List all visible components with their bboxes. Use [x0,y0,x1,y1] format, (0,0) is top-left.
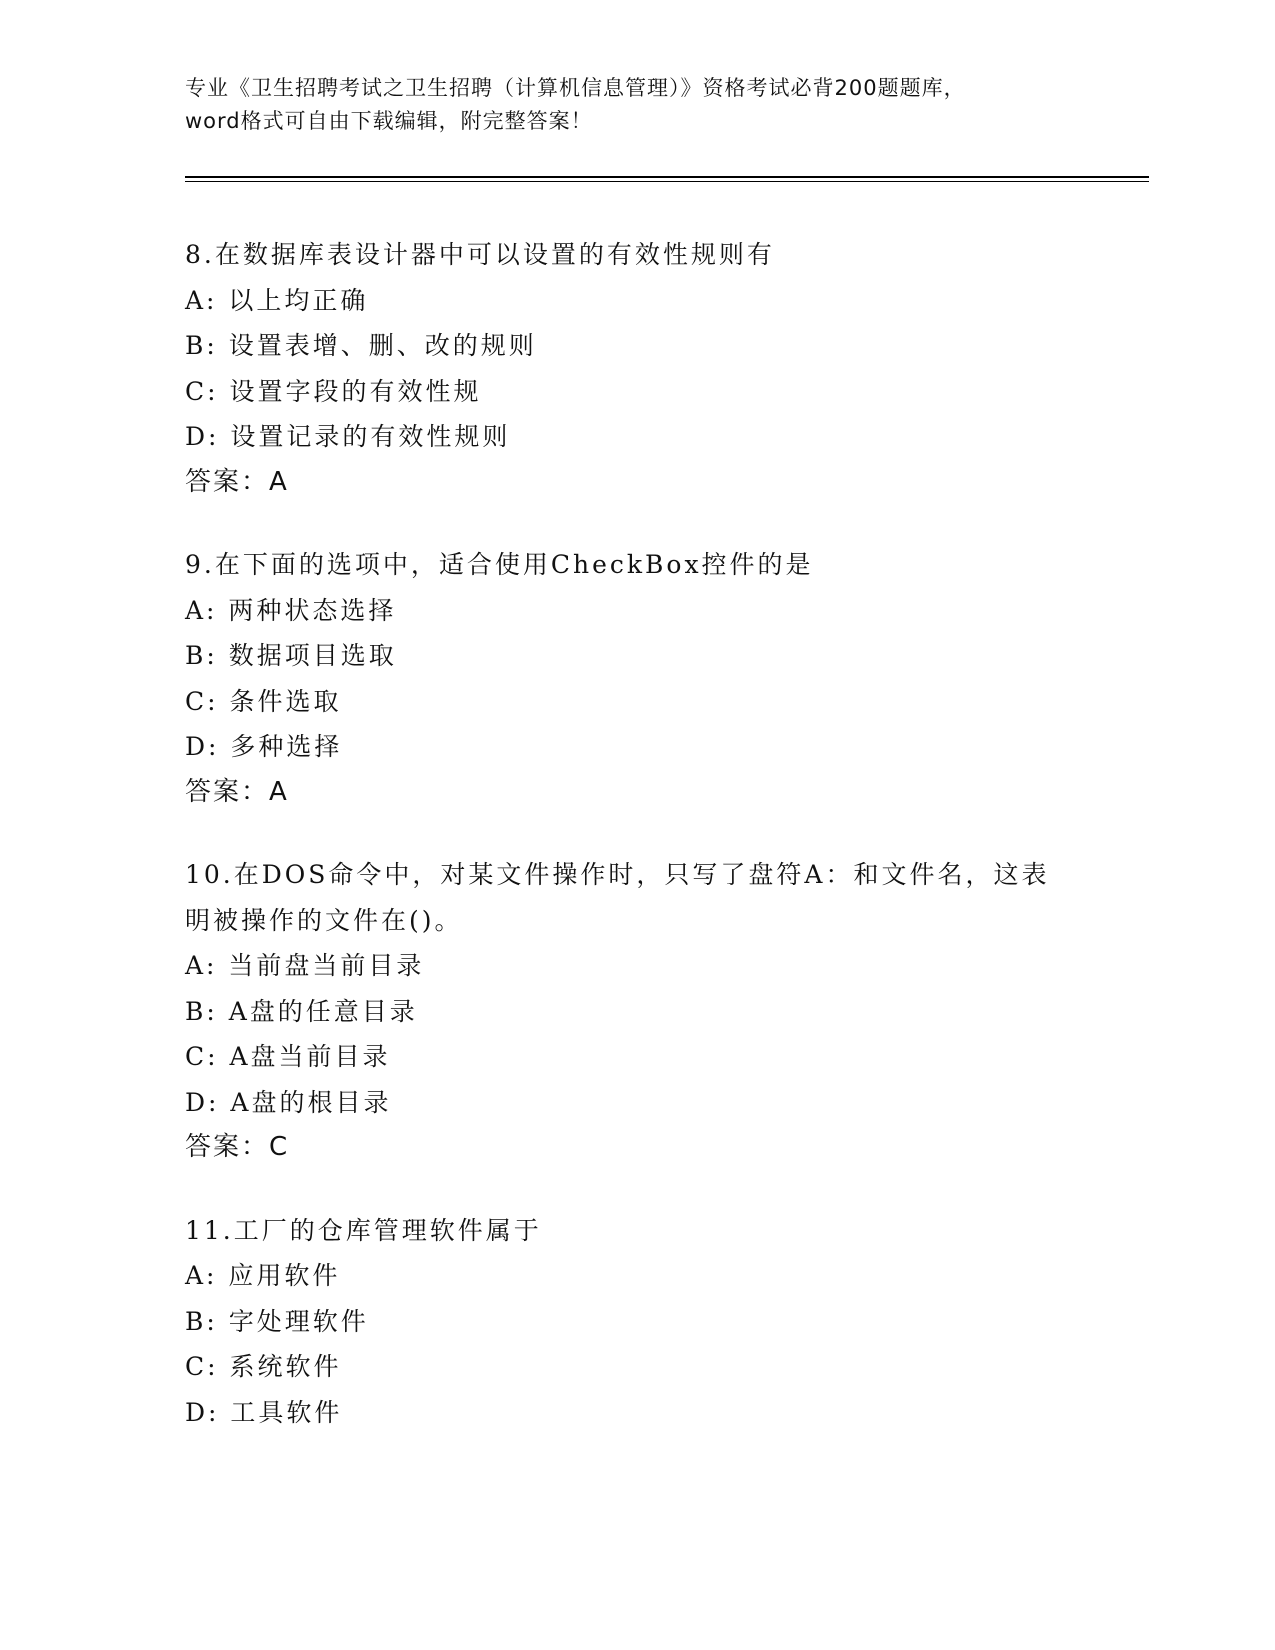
question-8 [185,232,1085,505]
question-stem-line-2: 明被操作的文件在()。 [185,905,463,935]
document-header [185,72,1085,138]
option-d: D: 多种选择 [185,732,343,761]
question-11 [185,1208,1085,1436]
option-d: D: 工具软件 [185,1397,343,1427]
answer-line: 答案：A [185,466,289,497]
option-c: C: 条件选取 [185,686,342,716]
option-b: B: 字处理软件 [185,1306,369,1336]
header-divider-thick [185,176,1149,178]
answer-line: 答案：C [185,1132,290,1162]
header-line-2: word格式可自由下载编辑，附完整答案！ [185,109,593,133]
option-c: C: A盘当前目录 [185,1042,391,1071]
question-stem: 8.在数据库表设计器中可以设置的有效性规则有 [185,240,775,269]
header-divider-thin [185,181,1149,182]
option-a: A: 应用软件 [185,1261,341,1290]
question-list [185,232,1085,1472]
question-stem: 11.工厂的仓库管理软件属于 [185,1215,542,1245]
question-stem: 9.在下面的选项中，适合使用CheckBox控件的是 [185,550,814,579]
question-10 [185,852,1085,1171]
option-b: B: A盘的任意目录 [185,996,418,1026]
option-a: A: 两种状态选择 [185,595,397,625]
question-stem-line-1: 10.在DOS命令中，对某文件操作时，只写了盘符A：和文件名，这表 [185,860,1050,889]
option-a: A: 以上均正确 [185,285,369,315]
option-c: C: 系统软件 [185,1352,342,1381]
option-b: B: 设置表增、删、改的规则 [185,331,537,360]
option-b: B: 数据项目选取 [185,641,397,670]
option-c: C: 设置字段的有效性规 [185,376,482,406]
option-d: D: A盘的根目录 [185,1087,392,1117]
header-line-1: 专业《卫生招聘考试之卫生招聘（计算机信息管理）》资格考试必背200题题库， [185,76,966,100]
question-9 [185,542,1085,815]
option-d: D: 设置记录的有效性规则 [185,422,511,451]
option-a: A: 当前盘当前目录 [185,951,425,980]
answer-line: 答案：A [185,776,289,807]
